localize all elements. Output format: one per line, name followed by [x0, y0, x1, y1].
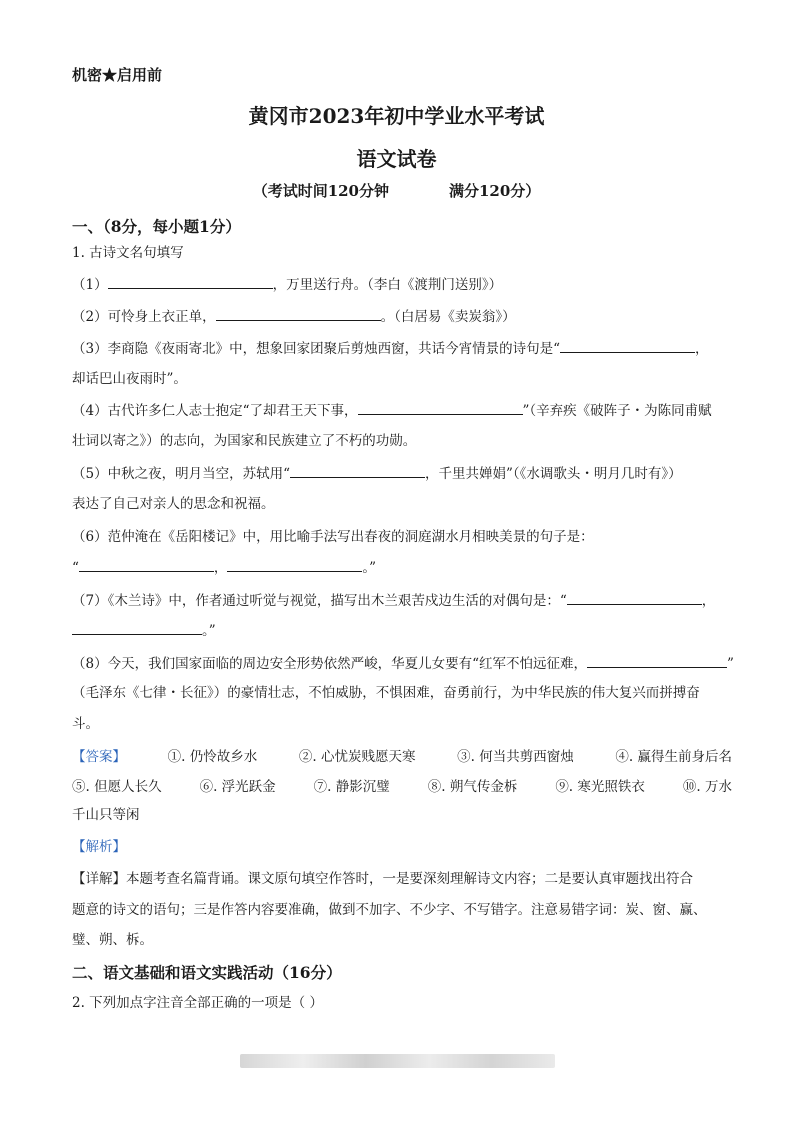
section-1-heading: 一、（8分，每小题1分）	[72, 217, 241, 236]
item-8-cont: （毛泽东《七律・长征》）的豪情壮志，不怕威胁，不惧困难，奋勇前行，为中华民族的伟大复兴而拼搏奋	[72, 685, 700, 701]
blurred-footer-watermark	[240, 1054, 555, 1068]
confidential-label: 机密★启用前	[72, 66, 163, 84]
item-8: （8）今天，我们国家面临的周边安全形势依然严峻，华夏儿女要有“红军不怕远征难， ”	[72, 653, 732, 674]
fill-blank	[72, 620, 202, 635]
detail-line-1: 【详解】本题考查名篇背诵。课文原句填空作答时，一是要深刻理解诗文内容；二是要认真审题找出符合	[72, 871, 693, 887]
detail-line-2: 题意的诗文的语句；三是作答内容要准确，做到不加字、不少字、不写错字。注意易错字词：炭、窗、赢、	[72, 902, 707, 918]
item-3-cont: 却话巴山夜雨时”。	[72, 371, 187, 387]
item-2: （2）可怜身上衣正单， 。（白居易《卖炭翁》）	[72, 306, 732, 327]
fill-blank	[358, 400, 523, 415]
item-4: （4）古代许多仁人志士抱定“了却君王天下事， ”（辛弃疾《破阵子・为陈同甫赋	[72, 400, 732, 421]
question-2: 2. 下列加点字注音全部正确的一项是（ ）	[72, 995, 323, 1011]
fill-blank	[567, 590, 702, 605]
item-3: （3）李商隐《夜雨寄北》中，想象回家团聚后剪烛西窗，共话今宵情景的诗句是“ ，	[72, 338, 732, 359]
exam-info	[0, 180, 793, 201]
exam-score: 满分120分）	[449, 182, 541, 200]
detail-tag: 【详解】	[72, 871, 126, 887]
answer-row-3: 千山只等闲	[72, 807, 140, 823]
fill-blank	[227, 557, 362, 572]
section-2-heading: 二、语文基础和语文实践活动（16分）	[72, 963, 342, 982]
item-6-cont: “ ， 。”	[72, 557, 732, 578]
item-5-cont: 表达了自己对亲人的思念和祝福。	[72, 496, 275, 512]
fill-blank	[216, 306, 381, 321]
analysis-tag: 【解析】	[72, 839, 126, 855]
item-8-cont2: 斗。	[72, 716, 99, 732]
fill-blank	[108, 274, 273, 289]
exam-subtitle: 语文试卷	[356, 147, 437, 171]
fill-blank	[587, 653, 727, 668]
item-1: （1） ，万里送行舟。（李白《渡荆门送别》）	[72, 274, 732, 295]
fill-blank	[79, 557, 214, 572]
item-5: （5）中秋之夜，明月当空，苏轼用“ ，千里共婵娟”（《水调歌头・明月几时有》）	[72, 463, 732, 484]
fill-blank	[290, 463, 425, 478]
item-4-cont: 壮词以寄之》）的志向，为国家和民族建立了不朽的功勋。	[72, 433, 417, 449]
exam-title: 黄冈市2023年初中学业水平考试	[248, 104, 545, 128]
answer-tag: 【答案】	[72, 749, 126, 765]
item-6: （6）范仲淹在《岳阳楼记》中，用比喻手法写出春夜的洞庭湖水月相映美景的句子是：	[72, 529, 594, 545]
answer-row-1: 【答案】 ①. 仍怜故乡水 ②. 心忧炭贱愿天寒 ③. 何当共剪西窗烛 ④. 赢得生前身后名	[72, 745, 732, 765]
answer-row-2: ⑤. 但愿人长久 ⑥. 浮光跃金 ⑦. 静影沉璧 ⑧. 朔气传金柝 ⑨. 寒光照铁衣 ⑩. 万水	[72, 779, 732, 795]
exam-time: （考试时间120分钟	[252, 182, 389, 200]
item-7-cont: 。”	[72, 620, 732, 641]
question-1-title: 1. 古诗文名句填写	[72, 245, 184, 261]
fill-blank	[560, 338, 695, 353]
detail-line-3: 璧、朔、柝。	[72, 932, 153, 948]
item-7: （7）《木兰诗》中，作者通过听觉与视觉，描写出木兰艰苦戍边生活的对偶句是：“ ，	[72, 590, 732, 611]
